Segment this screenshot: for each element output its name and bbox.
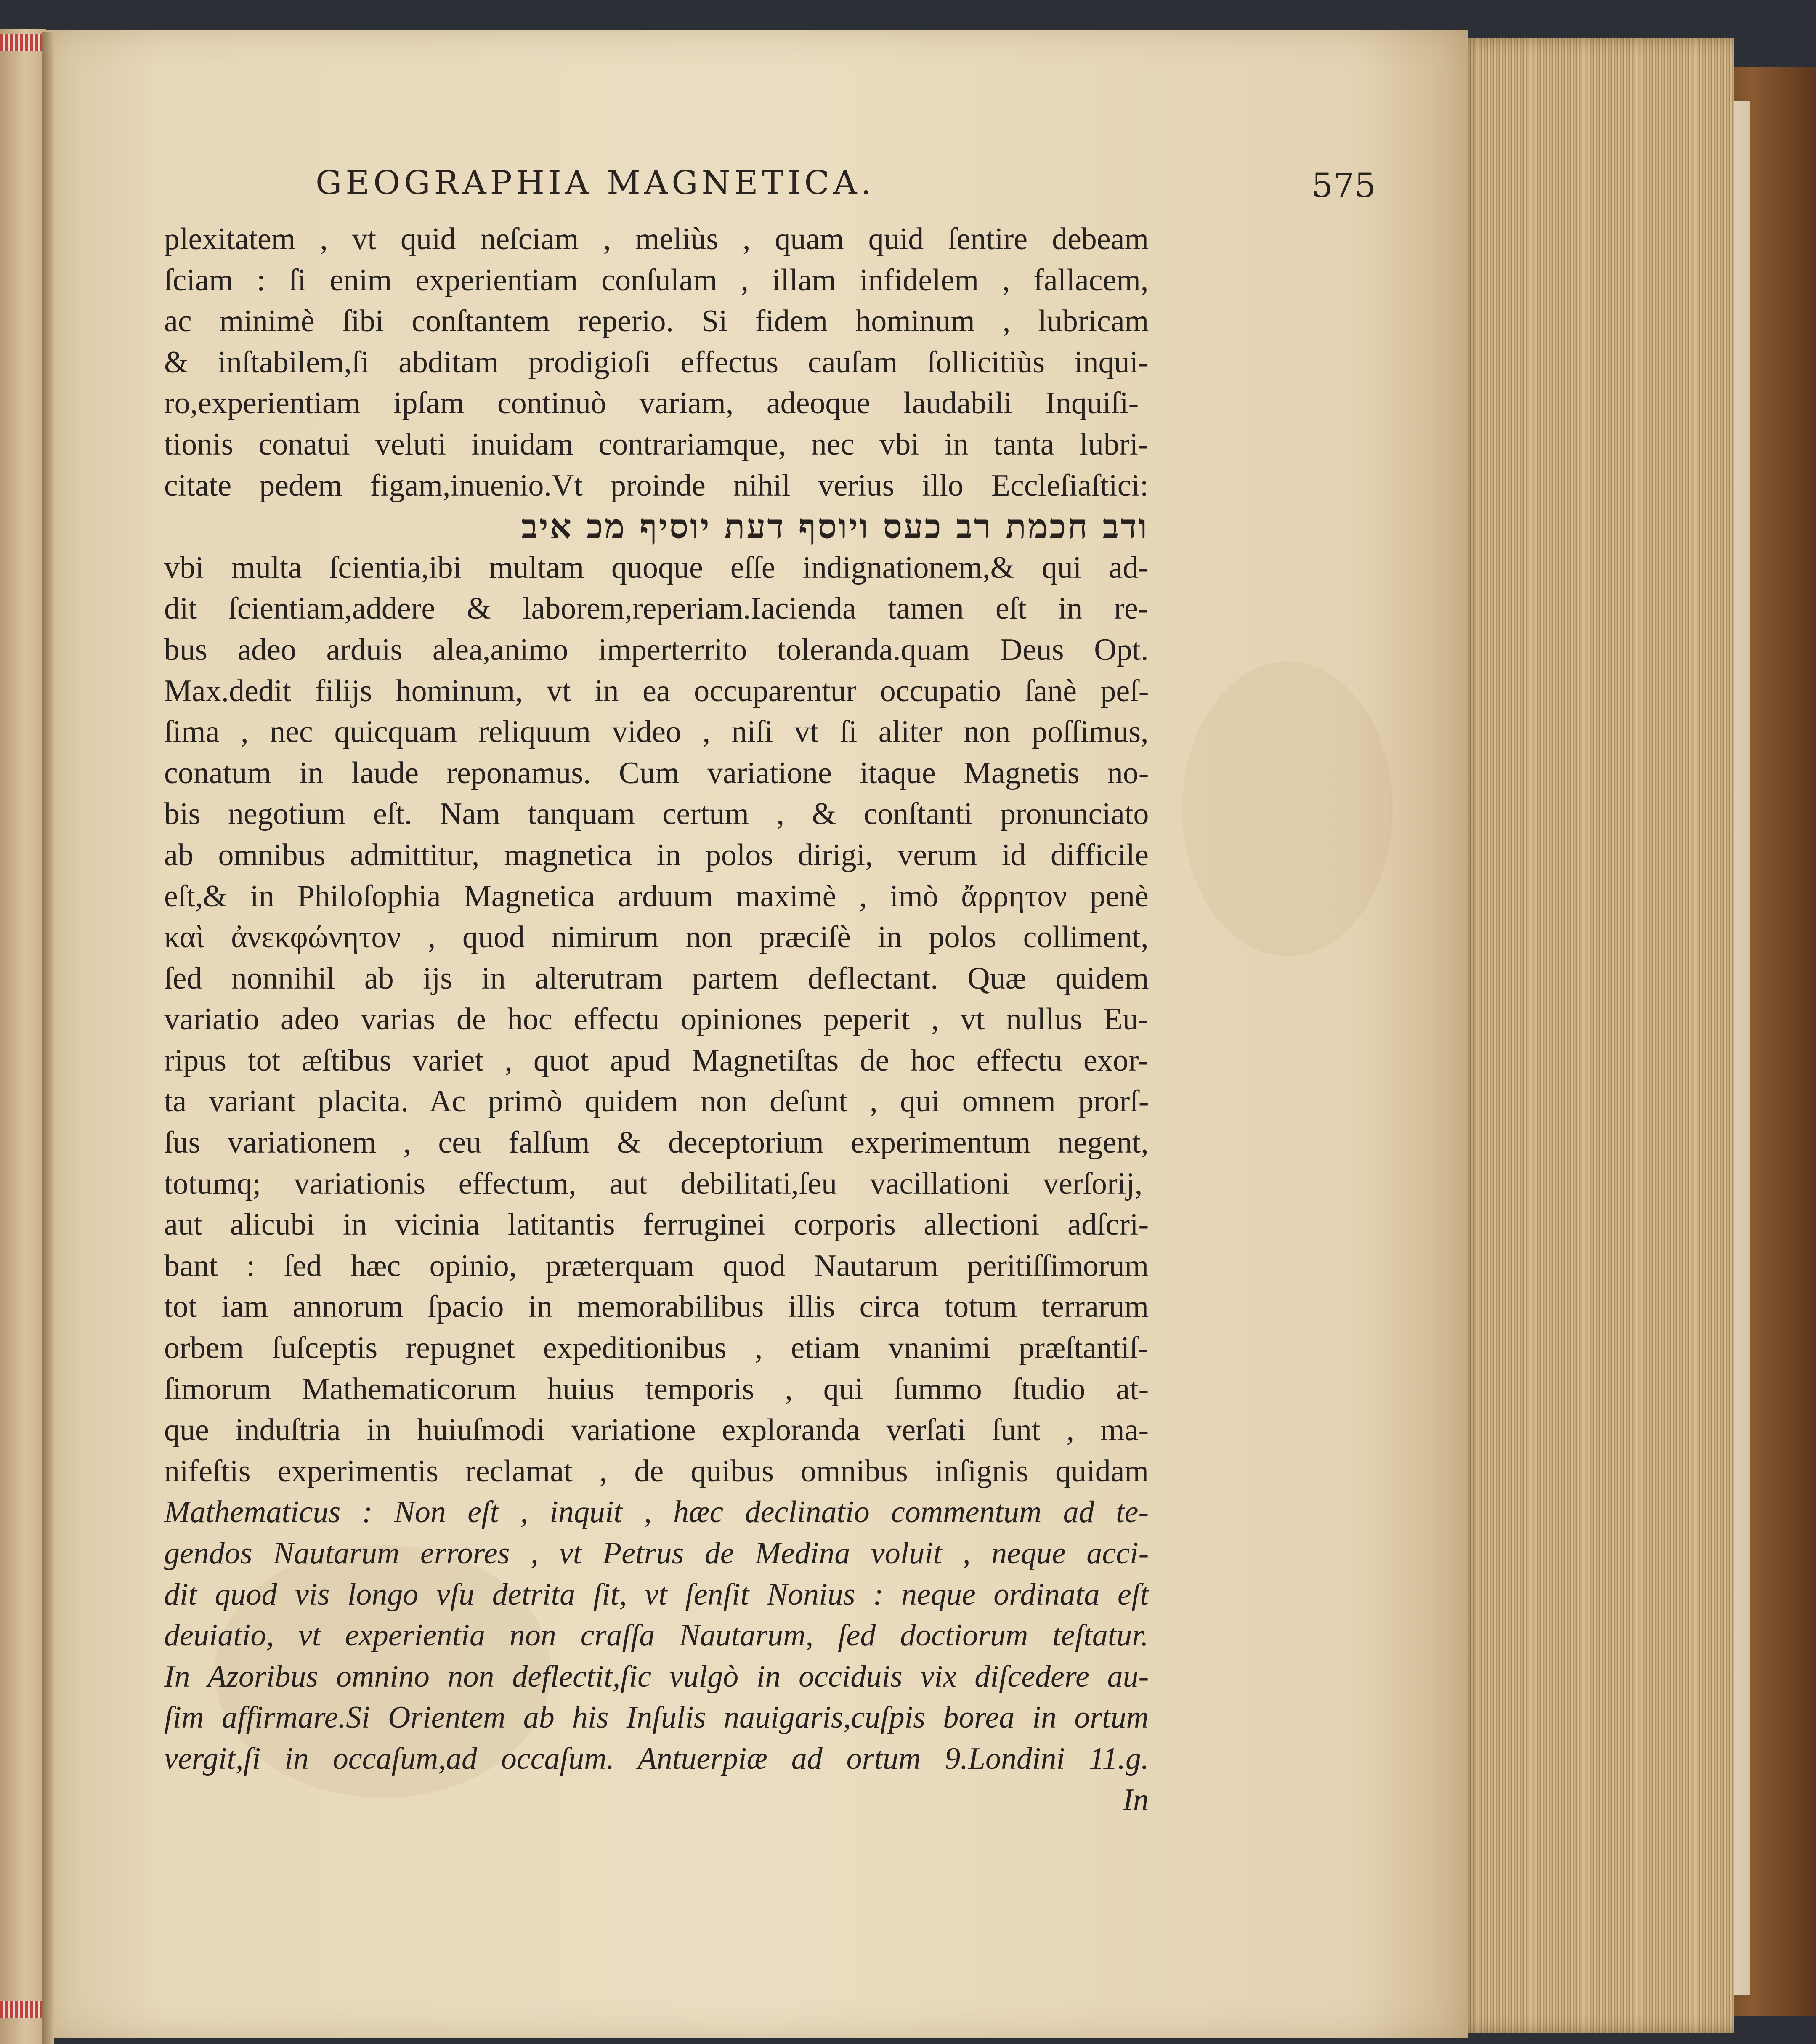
text-line: ſimorum Mathematicorum huius temporis , qui ſummo ſtudio at- [164,1372,1149,1406]
text-line: ta variant placita. Ac primò quidem non deſunt , qui omnem prorſ- [164,1084,1149,1119]
text-line: plexitatem , vt quid neſciam , meliùs , quam quid ſentire debeam [164,222,1149,256]
text-line: ac minimè ſibi conſtantem reperio. Si fidem hominum , lubricam [164,304,1149,339]
gutter-shadow [42,32,54,2044]
text-line: ſima , nec quicquam reliquum video , niſi vt ſi aliter non poſſimus, [164,715,1149,750]
running-head-title: GEOGRAPHIA MAGNETICA. [316,164,875,202]
text-line: ſed nonnihil ab ijs in alterutram partem deflectant. Quæ quidem [164,961,1149,996]
text-line: gendos Nautarum errores , vt Petrus de Medina voluit , neque acci- [164,1536,1149,1571]
text-line: ſim affirmare.Si Orientem ab his Inſulis nauigaris,cuſpis borea in ortum [164,1700,1149,1735]
text-line: citate pedem figam,inuenio.Vt proinde nihil verius illo Eccleſiaſtici: [164,468,1149,503]
text-line: καὶ ἀνεκφώνητον , quod nimirum non præciſè in polos colliment, [164,920,1149,955]
text-line: conatum in laude reponamus. Cum variatione itaque Magnetis no- [164,755,1149,790]
text-line: tot iam annorum ſpacio in memorabilibus illis circa totum terrarum [164,1289,1149,1324]
text-line: bus adeo arduis alea,animo imperterrito toleranda.quam Deus Opt. [164,632,1149,667]
text-line: dit quod vis longo vſu detrita ſit, vt ſenſit Nonius : neque ordinata eſt [164,1577,1149,1612]
text-line: deuiatio, vt experientia non craſſa Nautarum, ſed doctiorum teſtatur. [164,1618,1149,1653]
text-line: Max.dedit filijs hominum, vt in ea occuparentur occupatio ſanè peſ- [164,673,1149,708]
text-line: variatio adeo varias de hoc effectu opiniones peperit , vt nullus Eu- [164,1002,1149,1037]
page-number: 575 [1312,166,1376,205]
text-line: ripus tot æſtibus variet , quot apud Magnetiſtas de hoc effectu exor- [164,1043,1149,1078]
page-fore-edge [1456,38,1734,2033]
text-line: tionis conatui veluti inuidam contrariamque, nec vbi in tanta lubri- [164,427,1149,462]
text-line: & inſtabilem,ſi abditam prodigioſi effectus cauſam ſollicitiùs inqui- [164,345,1149,380]
paper-stain [1182,662,1393,956]
text-line: ſciam : ſi enim experientiam conſulam , illam infidelem , fallacem, [164,263,1149,298]
text-line: bis negotium eſt. Nam tanquam certum , & conſtanti pronunciato [164,797,1149,832]
text-line: ſus variationem , ceu falſum & deceptorium experimentum negent, [164,1125,1149,1160]
text-line: In [1123,1782,1149,1817]
book-page [46,30,1468,2038]
text-line: dit ſcientiam,addere & laborem,reperiam.Iacienda tamen eſt in re- [164,591,1149,626]
text-line: ab omnibus admittitur, magnetica in polos dirigi, verum id difficile [164,837,1149,872]
red-edge-top [0,34,42,51]
text-line: vbi multa ſcientia,ibi multam quoque eſſe indignationem,& qui ad- [164,550,1149,585]
text-line: que induſtria in huiuſmodi variatione exploranda verſati ſunt , ma- [164,1413,1149,1448]
facing-page-edge [0,29,46,2044]
red-edge-bottom [0,2001,42,2018]
text-line: Mathematicus : Non eſt , inquit , hæc declinatio commentum ad te- [164,1495,1149,1530]
text-line: nifeſtis experimentis reclamat , de quibus omnibus inſignis quidam [164,1454,1149,1488]
text-line: totumq; variationis effectum, aut debilitati,ſeu vacillationi verſorij, [164,1166,1143,1201]
text-line: orbem ſuſceptis repugnet expeditionibus , etiam vnanimi præſtantiſ- [164,1331,1149,1366]
running-head [316,164,1376,215]
text-line: bant : ſed hæc opinio, præterquam quod Nautarum peritiſſimorum [164,1248,1149,1283]
text-line: ro,experientiam ipſam continuò variam, adeoque laudabili Inquiſi- [164,386,1139,421]
text-line: vergit,ſi in occaſum,ad occaſum. Antuerpiæ ad ortum 9.Londini 11.g. [164,1741,1149,1776]
text-line: eſt,& in Philoſophia Magnetica arduum maximè , imò ἄρρητον penè [164,879,1149,914]
body-text [164,219,1149,1821]
text-line: aut alicubi in vicinia latitantis ferruginei corporis allectioni adſcri- [164,1207,1149,1242]
text-line: In Azoribus omnino non deflectit,ſic vulgò in occiduis vix diſcedere au- [164,1659,1149,1694]
hebrew-quotation-line: ודב חכמת רב כעס ויוסף דעת יוסיף מכ איב [521,507,1149,547]
